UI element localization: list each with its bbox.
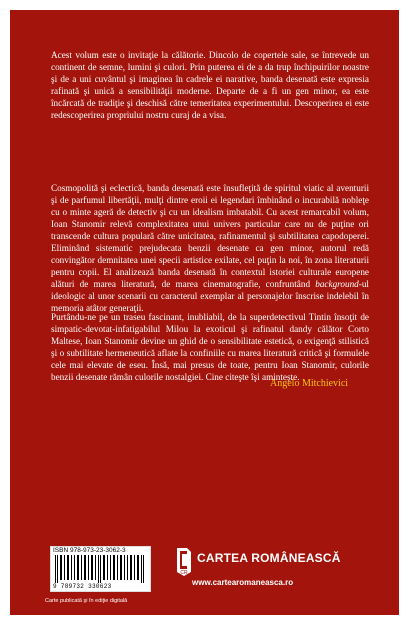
italic-term: background [315,279,359,289]
isbn-label: ISBN 978-973-23-3062-3 [53,547,126,554]
publisher-name: CARTEA ROMÂNEASCĂ [197,551,341,565]
digital-edition-note: Carte publicată şi în ediţie digitală [45,598,128,604]
logo-mark: CR [180,570,188,576]
body-paragraph [51,182,369,314]
back-cover [10,10,399,615]
publisher-url: www.cartearomaneasca.ro [192,578,294,587]
author-signature: Angelo Mitchievici [270,378,349,389]
barcode [53,555,147,583]
closing-paragraph: Purtându-ne pe un traseu fascinant, inubliabil, de la superdetectivul Tintin însoţit de simpatic-devotat-infatigabilul Milou la exoticul şi rafinatul dandy călător Corto Maltese, Ioan Stanomir devine un ghid de o sensibilitate estetică, o exigenţă stilistică şi o subtilitate hermeneutică aflate la confiniile cu marea literatură critică şi formulele cele mai elevate de eseu. Însă, mai presus de toate, pentru Ioan Stanomir, culorile benzii desenate rămân culorile nostalgiei. Cine citeşte îşi aminteşte. [51,312,369,382]
intro-paragraph: Acest volum este o invitaţie la călătorie. Dincolo de copertele sale, se întrevede un continent de semne, lumini şi culori. Prin puterea ei de a da trup închipuirilor noastre şi de a uni cuvântul şi imaginea în cadrele ei narative, banda desenată este expresia rafinată şi unică a sensibilităţii moderne. Departe de a fi un gen minor, ea este încărcată de tradiţie şi deschisă către temeritatea experimentului. Descoperirea ei este redescoperirea propriului nostru curaj de a visa. [51,50,369,120]
publisher-logo-icon [174,546,194,578]
barcode-digits: 9 789732 330623 [53,583,112,590]
body-paragraph-text: Cosmopolită şi eclectică, banda desenată este însufleţită de spiritul viatic al aventurii şi de parfumul libertăţii, mulţi dintre eroii ei legendari îmbinând o incurabilă nobleţe cu o minte ageră de detectiv şi cu un idealism imbatabil. Cu acest remarcabil volum, Ioan Stanomir relevă complexitatea unui univers particular care nu de puţine ori transcende cultura populară către unicitatea, rafinamentul şi subtilitatea capodoperei. Eliminând sistematic prejudecata benzii desenate ca gen minor, autorul redă convingător demnitatea unei specii artistice exilate, cel puţin la noi, în zona literaturii pentru copii. El analizează banda desenată în contextul istoriei culturale europene alături de marea literatură, de marea cinematografie, confruntând [51,183,369,289]
barcode-box [50,546,151,592]
body-paragraph-end: -ul ideologic al unor scenarii cu caracterul exemplar al personajelor înscrise indelebil în memoria atâtor generaţii. [51,279,369,313]
